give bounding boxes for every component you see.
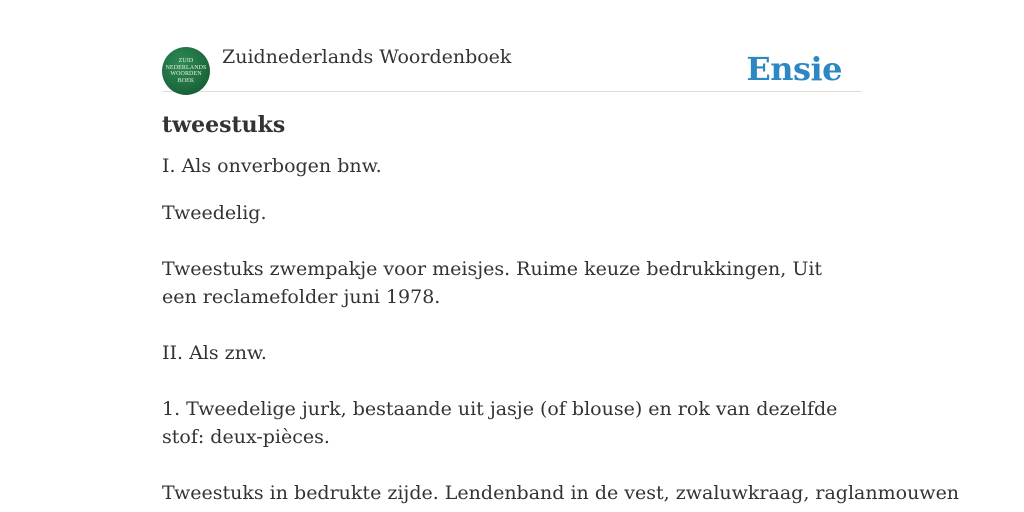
- sense-2-1-example: Tweestuks in bedrukte zijde. Lendenband in de vest, zwaluwkraag, raglanmouwen: [162, 482, 960, 504]
- site-name-link[interactable]: Zuidnederlands Woordenboek: [222, 46, 512, 68]
- entry-content: [162, 112, 960, 507]
- sense-1-heading: I. Als onverbogen bnw.: [162, 155, 382, 177]
- entry-term: tweestuks: [162, 112, 286, 138]
- dictionary-logo[interactable]: [162, 47, 210, 95]
- sense-2-1-definition: 1. Tweedelige jurk, bestaande uit jasje (of blouse) en rok van dezelfde stof: deux-pièces.: [162, 398, 838, 448]
- sense-1-definition: Tweedelig.: [162, 202, 267, 224]
- sense-1-example: Tweestuks zwempakje voor meisjes. Ruime keuze bedrukkingen, Uit een reclamefolder juni 1978.: [162, 258, 823, 308]
- site-header: [162, 44, 862, 92]
- sense-2-heading: II. Als znw.: [162, 342, 267, 364]
- ensie-brand-link[interactable]: Ensie: [746, 50, 842, 88]
- logo-text: ZUID NEDERLANDS WOORDEN BOEK: [165, 58, 207, 84]
